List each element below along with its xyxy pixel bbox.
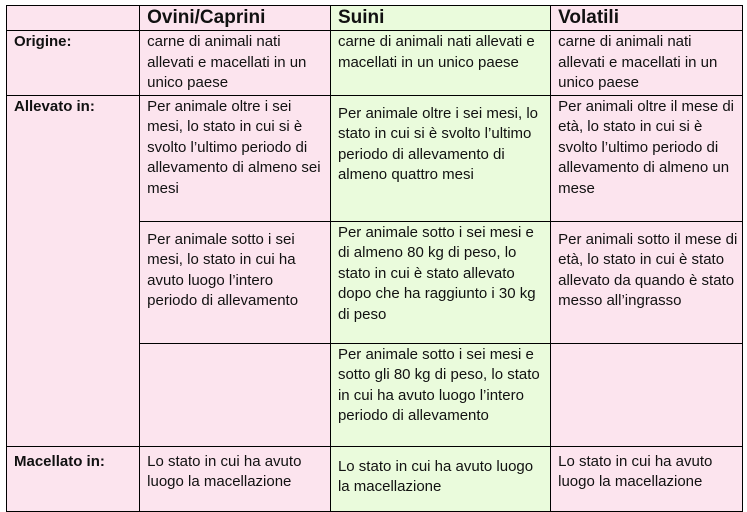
cell-macellato-ovini: Lo stato in cui ha avuto luogo la macellazione xyxy=(140,446,331,511)
header-corner-cell xyxy=(7,6,140,31)
cell-allevato-3-volatili xyxy=(551,343,743,446)
row-label-allevato: Allevato in: xyxy=(7,95,140,446)
meat-origin-table xyxy=(6,5,743,512)
table-row-origine xyxy=(7,31,743,96)
header-ovini-caprini: Ovini/Caprini xyxy=(140,6,331,31)
cell-allevato-3-suini: Per animale sotto i sei mesi e sotto gli 80 kg di peso, lo stato in cui ha avuto luogo l’intero periodo di allevamento xyxy=(330,343,550,446)
cell-allevato-2-volatili: Per animali sotto il mese di età, lo stato in cui è stato allevato da quando è stato messo all’ingrasso xyxy=(551,221,743,343)
header-volatili: Volatili xyxy=(551,6,743,31)
cell-macellato-suini: Lo stato in cui ha avuto luogo la macellazione xyxy=(330,446,550,511)
cell-allevato-1-volatili: Per animali oltre il mese di età, lo stato in cui si è svolto l’ultimo periodo di allevamento di almeno un mese xyxy=(551,95,743,221)
cell-allevato-2-suini: Per animale sotto i sei mesi e di almeno 80 kg di peso, lo stato in cui è stato allevato dopo che ha raggiunto i 30 kg di peso xyxy=(330,221,550,343)
row-label-origine: Origine: xyxy=(7,31,140,96)
cell-allevato-2-ovini: Per animale sotto i sei mesi, lo stato in cui ha avuto luogo l’intero periodo di allevamento xyxy=(140,221,331,343)
cell-macellato-volatili: Lo stato in cui ha avuto luogo la macellazione xyxy=(551,446,743,511)
table-row-allevato-1 xyxy=(7,95,743,221)
header-row xyxy=(7,6,743,31)
cell-origine-suini: carne di animali nati allevati e macellati in un unico paese xyxy=(330,31,550,96)
cell-allevato-3-ovini xyxy=(140,343,331,446)
cell-allevato-1-suini: Per animale oltre i sei mesi, lo stato in cui si è svolto l’ultimo periodo di allevamento di almeno quattro mesi xyxy=(330,95,550,221)
cell-origine-ovini: carne di animali nati allevati e macellati in un unico paese xyxy=(140,31,331,96)
row-label-macellato: Macellato in: xyxy=(7,446,140,511)
header-suini: Suini xyxy=(330,6,550,31)
cell-origine-volatili: carne di animali nati allevati e macellati in un unico paese xyxy=(551,31,743,96)
cell-allevato-1-ovini: Per animale oltre i sei mesi, lo stato in cui si è svolto l’ultimo periodo di allevamento di almeno sei mesi xyxy=(140,95,331,221)
table-row-macellato xyxy=(7,446,743,511)
